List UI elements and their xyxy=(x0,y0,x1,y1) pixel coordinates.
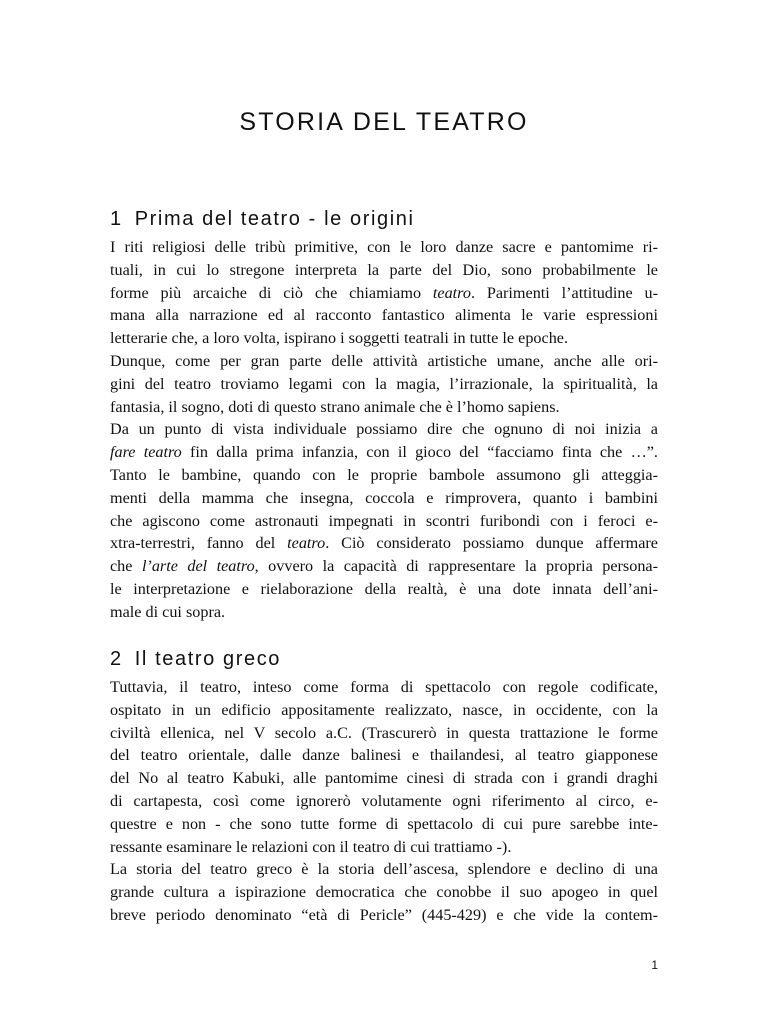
text-line: del teatro orientale, dalle danze balinesi e thailandesi, al teatro giapponese xyxy=(110,746,658,765)
text-line: Da un punto di vista individuale possiamo dire che ognuno di noi inizia a xyxy=(110,420,658,439)
text-run: che xyxy=(110,557,142,576)
text-line: di cartapesta, così come ignorerò volutamente ogni riferimento al circo, e- xyxy=(110,791,658,810)
text-line xyxy=(110,441,658,464)
text-line: mana alla narrazione ed al racconto fantastico alimenta le varie espressioni xyxy=(110,306,658,325)
text-run: forme più arcaiche di ciò che chiamiamo xyxy=(110,283,433,302)
section-body xyxy=(110,676,658,927)
text-line: breve periodo denominato “età di Pericle” (445-429) e che vide la contem- xyxy=(110,905,658,924)
text-run: , ovvero la capacità di rappresentare la propria persona- xyxy=(254,557,658,576)
text-line: ressante esaminare le relazioni con il teatro di cui trattiamo -). xyxy=(110,837,512,856)
text-line xyxy=(110,282,658,305)
text-line: grande cultura a ispirazione democratica che conobbe il suo apogeo in quel xyxy=(110,883,658,902)
section-title: Prima del teatro - le origini xyxy=(134,208,415,230)
emphasis: teatro xyxy=(287,534,326,553)
text-line xyxy=(110,532,658,555)
text-line: Tanto le bambine, quando con le proprie bambole assumono gli atteggia- xyxy=(110,465,658,484)
text-line xyxy=(110,555,658,578)
text-line: Tuttavia, il teatro, inteso come forma di spettacolo con regole codificate, xyxy=(110,678,658,696)
text-line: Dunque, come per gran parte delle attività artistiche umane, anche alle ori- xyxy=(110,351,658,370)
section-title: Il teatro greco xyxy=(134,648,282,670)
text-run: . Ciò considerato possiamo dunque affermare xyxy=(325,534,658,553)
text-line: I riti religiosi delle tribù primitive, con le loro danze sacre e pantomime ri- xyxy=(110,238,658,256)
section-number: 2 xyxy=(110,648,123,670)
section-heading xyxy=(110,208,415,231)
text-line: La storia del teatro greco è la storia dell’ascesa, splendore e declino di una xyxy=(110,860,658,879)
text-line: male di cui sopra. xyxy=(110,602,226,621)
section-number: 1 xyxy=(110,208,123,230)
text-line: ospitato in un edificio appositamente realizzato, nasce, in occidente, con la xyxy=(110,700,658,719)
emphasis: l’arte del teatro xyxy=(141,557,255,576)
section-heading xyxy=(110,648,281,671)
text-run: fin dalla prima infanzia, con il gioco del “facciamo finta che …”. xyxy=(181,443,658,462)
text-line: civiltà ellenica, nel V secolo a.C. (Trascurerò in questa trattazione le forme xyxy=(110,723,658,742)
text-line: gini del teatro troviamo legami con la magia, l’irrazionale, la spiritualità, la xyxy=(110,374,658,393)
page-title: STORIA DEL TEATRO xyxy=(239,108,529,136)
text-line: che agiscono come astronauti impegnati in scontri furibondi con i feroci e- xyxy=(110,511,658,530)
text-line: del No al teatro Kabuki, alle pantomime cinesi di strada con i grandi draghi xyxy=(110,769,658,788)
text-run: . Parimenti l’attitudine u- xyxy=(470,283,658,302)
emphasis: fare teatro xyxy=(110,443,182,462)
text-line: fantasia, il sogno, doti di questo strano animale che è l’homo sapiens. xyxy=(110,397,560,416)
text-line: letterarie che, a loro volta, ispirano i soggetti teatrali in tutte le epoche. xyxy=(110,329,569,348)
text-line: menti della mamma che insegna, coccola e rimprovera, quanto i bambini xyxy=(110,488,658,507)
text-line: tuali, in cui lo stregone interpreta la parte del Dio, sono probabilmente le xyxy=(110,260,658,279)
text-line: questre e non - che sono tutte forme di spettacolo di cui pure sarebbe inte- xyxy=(110,814,658,833)
section-body xyxy=(110,236,658,624)
emphasis: teatro xyxy=(432,283,471,302)
text-line: le interpretazione e rielaborazione della realtà, è una dote innata dell’ani- xyxy=(110,579,658,598)
text-run: xtra-terrestri, fanno del xyxy=(110,534,288,553)
page-number: 1 xyxy=(651,958,658,972)
